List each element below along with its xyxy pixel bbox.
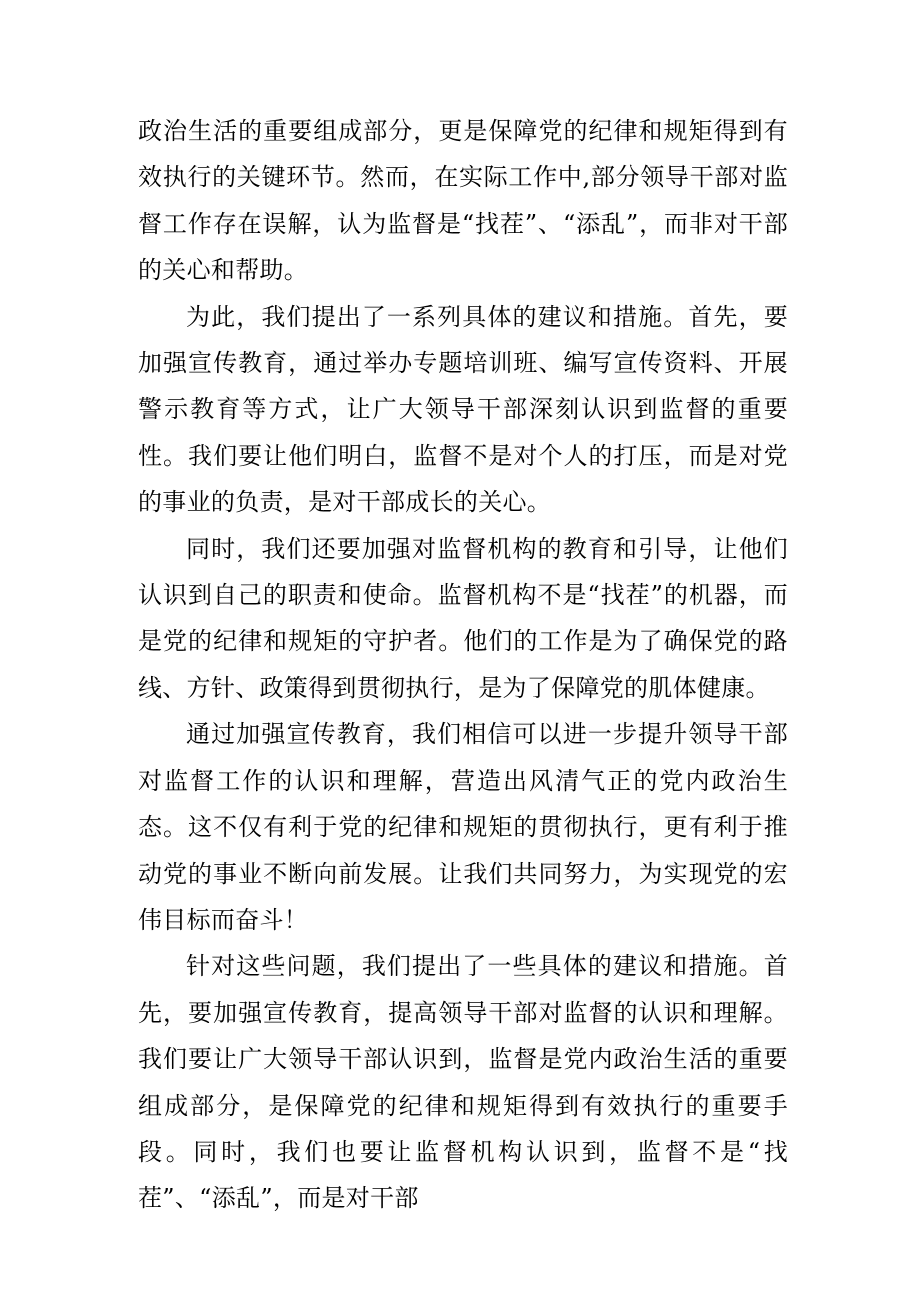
paragraph-2: 为此，我们提出了一系列具体的建议和措施。首先，要加强宣传教育，通过举办专题培训班、编写宣传资料、开展警示教育等方式，让广大领导干部深刻认识到监督的重要性。我们要让他们明白，监督不是对个人的打压，而是对党的事业的负责，是对干部成长的关心。 bbox=[138, 302, 788, 517]
document-body bbox=[138, 108, 788, 1222]
paragraph-5: 针对这些问题，我们提出了一些具体的建议和措施。首先，要加强宣传教育，提高领导干部对监督的认识和理解。我们要让广大领导干部认识到，监督是党内政治生活的重要组成部分，是保障党的纪律和规矩得到有效执行的重要手段。同时，我们也要让监督机构认识到，监督不是“找茬”、“添乱”，而是对干部 bbox=[138, 952, 788, 1213]
paragraph-4: 通过加强宣传教育，我们相信可以进一步提升领导干部对监督工作的认识和理解，营造出风清气正的党内政治生态。这不仅有利于党的纪律和规矩的贯彻执行，更有利于推动党的事业不断向前发展。让我们共同努力，为实现党的宏伟目标而奋斗！ bbox=[138, 720, 788, 934]
paragraph-1: 政治生活的重要组成部分，更是保障党的纪律和规矩得到有效执行的关键环节。然而，在实际工作中,部分领导干部对监督工作存在误解，认为监督是“找茬”、“添乱”，而非对干部的关心和帮助。 bbox=[138, 117, 788, 285]
paragraph-3: 同时，我们还要加强对监督机构的教育和引导，让他们认识到自己的职责和使命。监督机构不是“找茬”的机器，而是党的纪律和规矩的守护者。他们的工作是为了确保党的路线、方针、政策得到贯彻执行，是为了保障党的肌体健康。 bbox=[138, 534, 788, 702]
